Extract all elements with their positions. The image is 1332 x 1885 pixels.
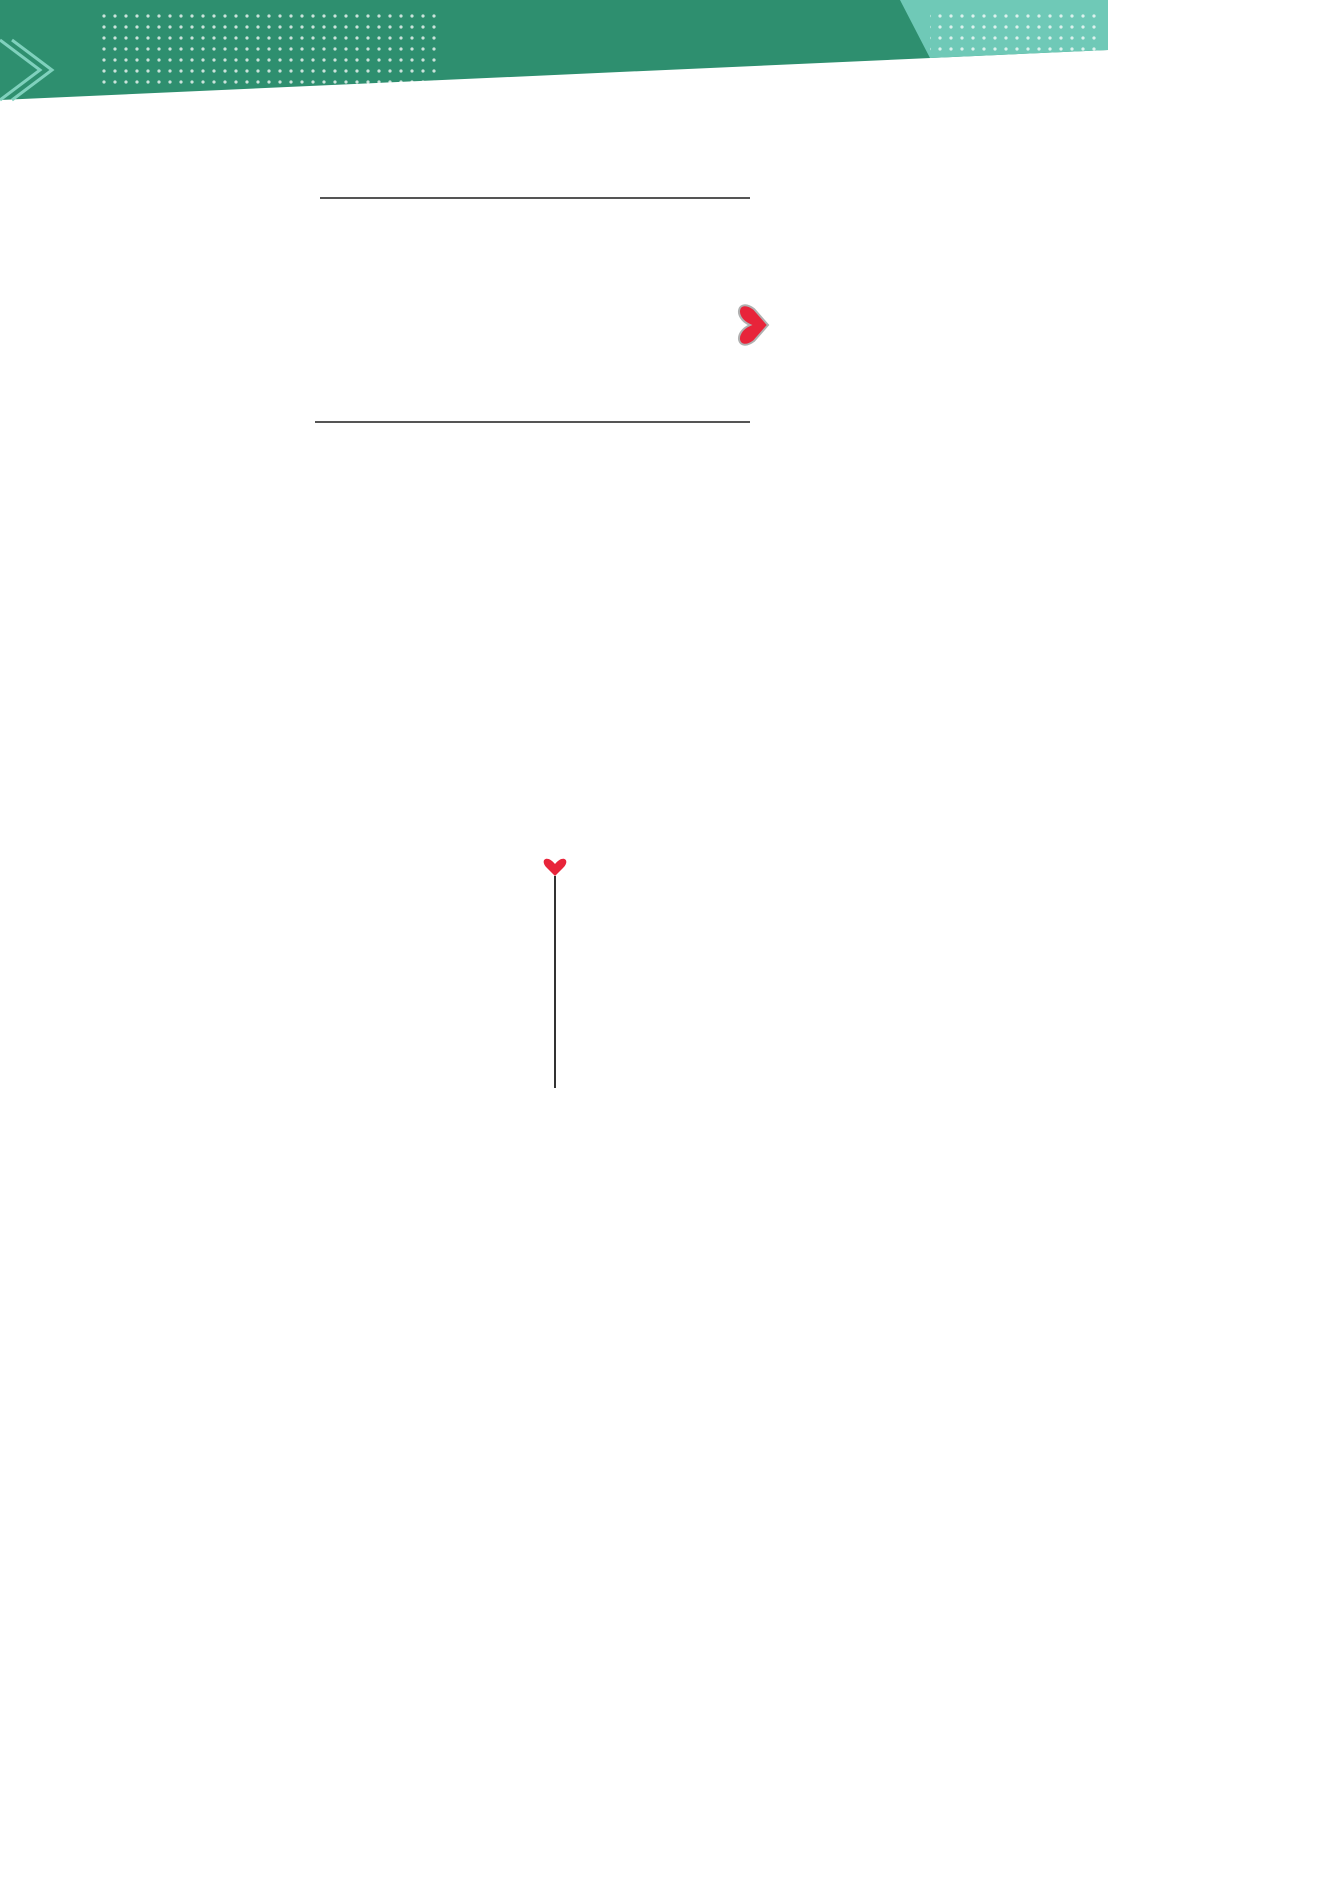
heart-icon (544, 859, 567, 876)
figure-3-3-28-caption (288, 1104, 318, 1126)
header-band (0, 0, 1108, 110)
header-dot-pattern-left (100, 8, 440, 84)
figure-3-3-27-caption (300, 472, 330, 494)
header-dot-pattern-right (930, 12, 1100, 52)
chapter-title (650, 101, 668, 126)
figure-3-3-28 (355, 858, 735, 1090)
heart-icon (739, 305, 768, 344)
figure-3-3-27 (300, 160, 800, 460)
